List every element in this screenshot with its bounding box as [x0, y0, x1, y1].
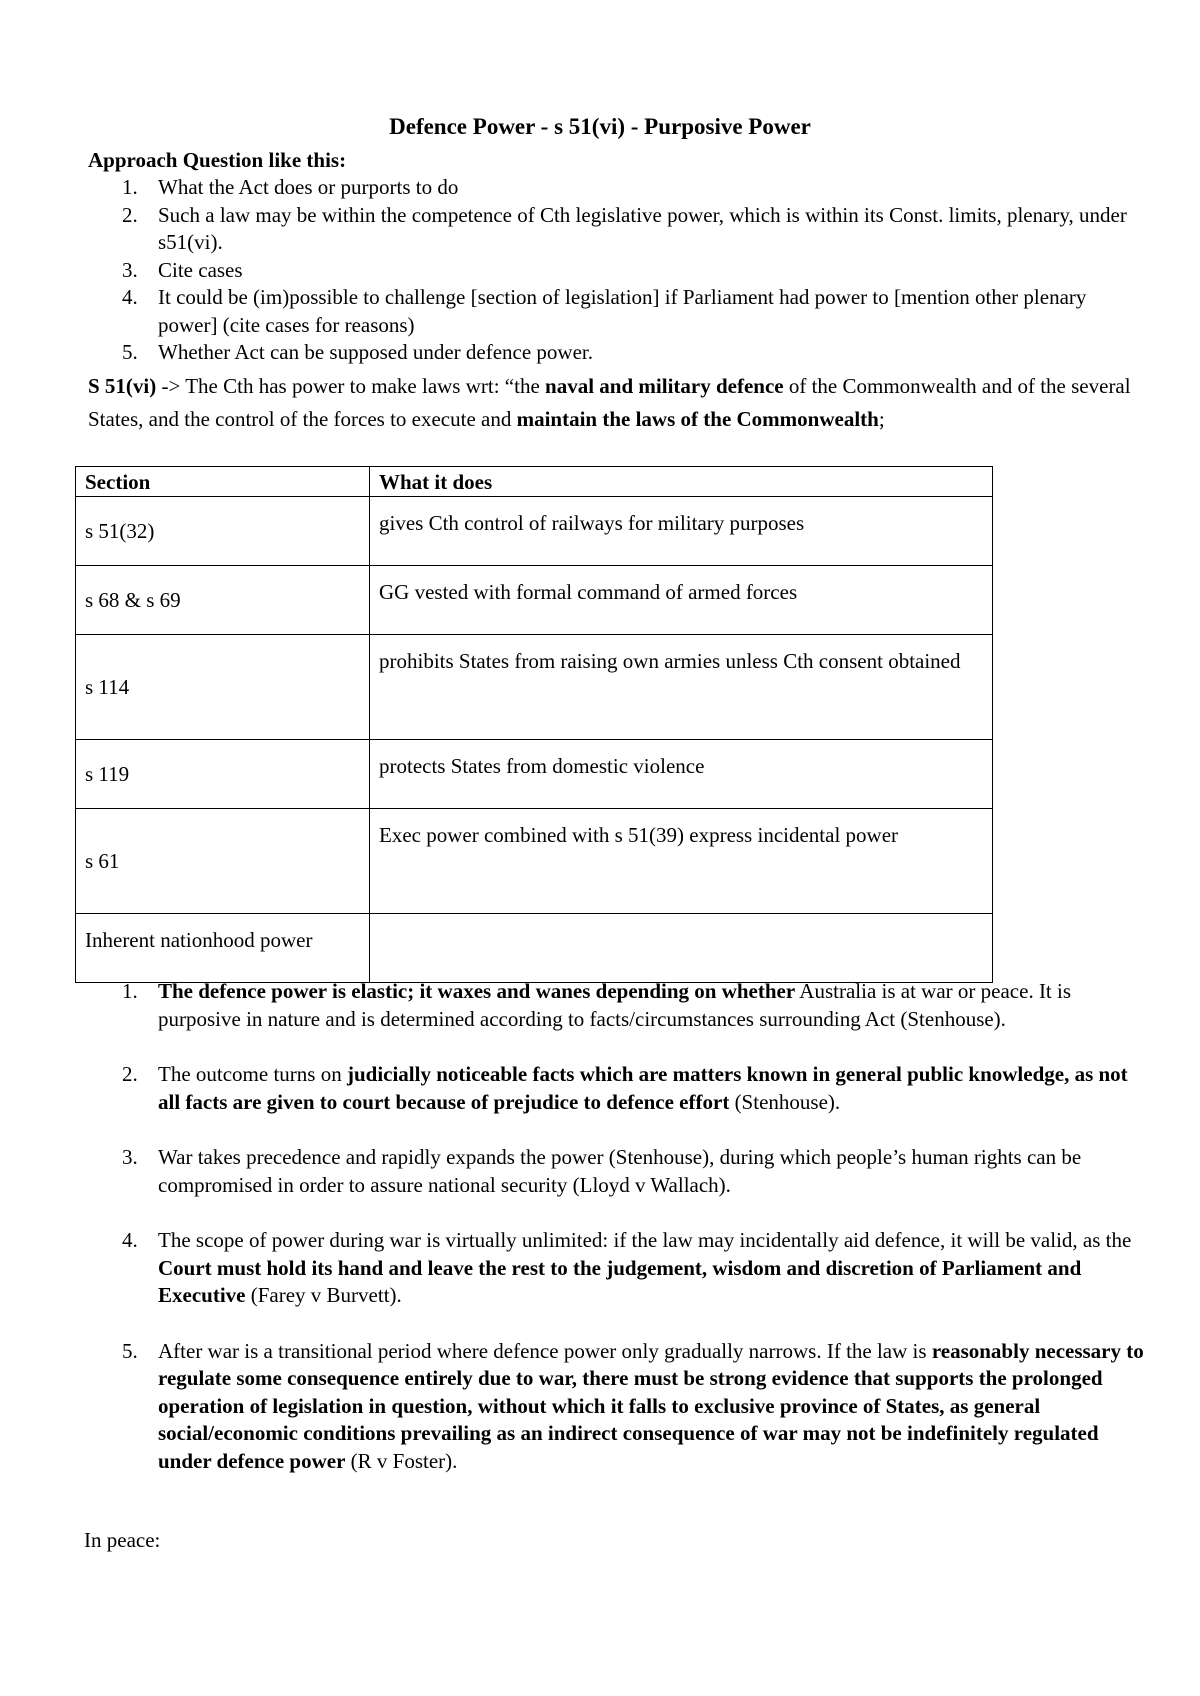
list-number: 4.: [122, 285, 138, 309]
list-number: 1.: [122, 175, 138, 199]
point-text: (Stenhouse).: [729, 1089, 841, 1114]
list-number: 3.: [122, 1145, 138, 1169]
table-row: [76, 566, 993, 635]
cell-section: s 114: [76, 635, 370, 740]
cell-what-it-does: gives Cth control of railways for military purposes: [370, 497, 993, 566]
cell-section: s 61: [76, 809, 370, 914]
cell-section: Inherent nationhood power: [76, 914, 370, 983]
cell-section: s 51(32): [76, 497, 370, 566]
s51-bold-laws: maintain the laws of the Commonwealth: [516, 406, 879, 431]
list-item: [88, 339, 1148, 367]
header-what-it-does: What it does: [370, 467, 993, 497]
list-item: [88, 1338, 1148, 1476]
point-bold: judicially noticeable facts which are matters known in general public knowledge, as not all facts are given to court because of prejudice to defence effort: [158, 1062, 1128, 1114]
approach-heading: Approach Question like this:: [88, 148, 347, 172]
point-text: The outcome turns on: [158, 1062, 347, 1086]
list-item: [88, 284, 1148, 339]
list-item: [88, 978, 1148, 1033]
list-item: [88, 202, 1148, 257]
table-row: [76, 740, 993, 809]
s51-bold-defence: naval and military defence: [545, 374, 784, 398]
list-number: 1.: [122, 979, 138, 1003]
point-text: War takes precedence and rapidly expands the power (Stenhouse), during which people’s human rights can be compromised in order to assure national security (Lloyd v Wallach).: [158, 1145, 1082, 1197]
cell-what-it-does: prohibits States from raising own armies unless Cth consent obtained: [370, 635, 993, 740]
list-text: It could be (im)possible to challenge [section of legislation] if Parliament had power to [mention other plenary power] (cite cases for reasons): [158, 285, 1087, 337]
list-text: Cite cases: [158, 257, 243, 282]
s51-end: ;: [878, 406, 885, 431]
in-peace-heading: In peace:: [84, 1528, 161, 1552]
list-item: [88, 1144, 1148, 1199]
table-row: [76, 497, 993, 566]
point-text: (Farey v Burvett).: [245, 1283, 402, 1307]
list-number: 2.: [122, 202, 138, 227]
list-number: 4.: [122, 1228, 138, 1252]
list-item: [88, 1227, 1148, 1310]
list-item: [88, 1061, 1148, 1116]
points-list: [88, 978, 1148, 1475]
table-header-row: [76, 467, 993, 497]
s51-mid: of the Commonwealth and of the several States, and the control of the forces to execute and: [88, 374, 1131, 431]
list-item: [88, 257, 1148, 285]
cell-section: s 119: [76, 740, 370, 809]
s51-definition: [88, 370, 1148, 435]
table-row: [76, 635, 993, 740]
cell-what-it-does: Exec power combined with s 51(39) express incidental power: [370, 809, 993, 914]
point-bold: reasonably necessary to regulate some consequence entirely due to war, there must be strong evidence that supports the prolonged operation of legislation in question, without which it falls to exclusive province of States, as general social/economic conditions prevailing as an indirect consequence of war may not be indefinitely regulated under defence power: [158, 1338, 1144, 1473]
table-row: [76, 914, 993, 983]
sections-table: [75, 466, 993, 983]
list-text: Such a law may be within the competence of Cth legislative power, which is within its Const. limits, plenary, under s51(vi).: [158, 202, 1127, 254]
cell-what-it-does: protects States from domestic violence: [370, 740, 993, 809]
s51-intro: -> The Cth has power to make laws wrt: “the: [156, 374, 546, 398]
cell-section: s 68 & s 69: [76, 566, 370, 635]
point-bold: Court must hold its hand and leave the rest to the judgement, wisdom and discretion of Parliament and Executive: [158, 1255, 1082, 1307]
point-text: The scope of power during war is virtually unlimited: if the law may incidentally aid defence, it will be valid, as the: [158, 1228, 1132, 1252]
list-number: 5.: [122, 340, 138, 364]
list-item: [88, 174, 1148, 202]
list-number: 2.: [122, 1062, 138, 1086]
list-number: 3.: [122, 257, 138, 282]
point-text: Australia is at war or peace. It is purposive in nature and is determined according to facts/circumstances surrounding Act (Stenhouse).: [158, 979, 1072, 1031]
cell-what-it-does: GG vested with formal command of armed forces: [370, 566, 993, 635]
s51-label: S 51(vi): [88, 374, 157, 398]
page-title: Defence Power - s 51(vi) - Purposive Power: [389, 114, 811, 139]
table-row: [76, 809, 993, 914]
point-text: (R v Foster).: [345, 1448, 458, 1473]
cell-what-it-does: [370, 914, 993, 983]
point-bold: The defence power is elastic; it waxes and wanes depending on whether: [158, 979, 796, 1003]
header-section: Section: [76, 467, 370, 497]
point-text: After war is a transitional period where defence power only gradually narrows. If the law is: [158, 1338, 932, 1363]
list-text: What the Act does or purports to do: [158, 175, 459, 199]
list-number: 5.: [122, 1338, 138, 1363]
approach-list: [88, 174, 1148, 367]
list-text: Whether Act can be supposed under defence power.: [158, 340, 593, 364]
